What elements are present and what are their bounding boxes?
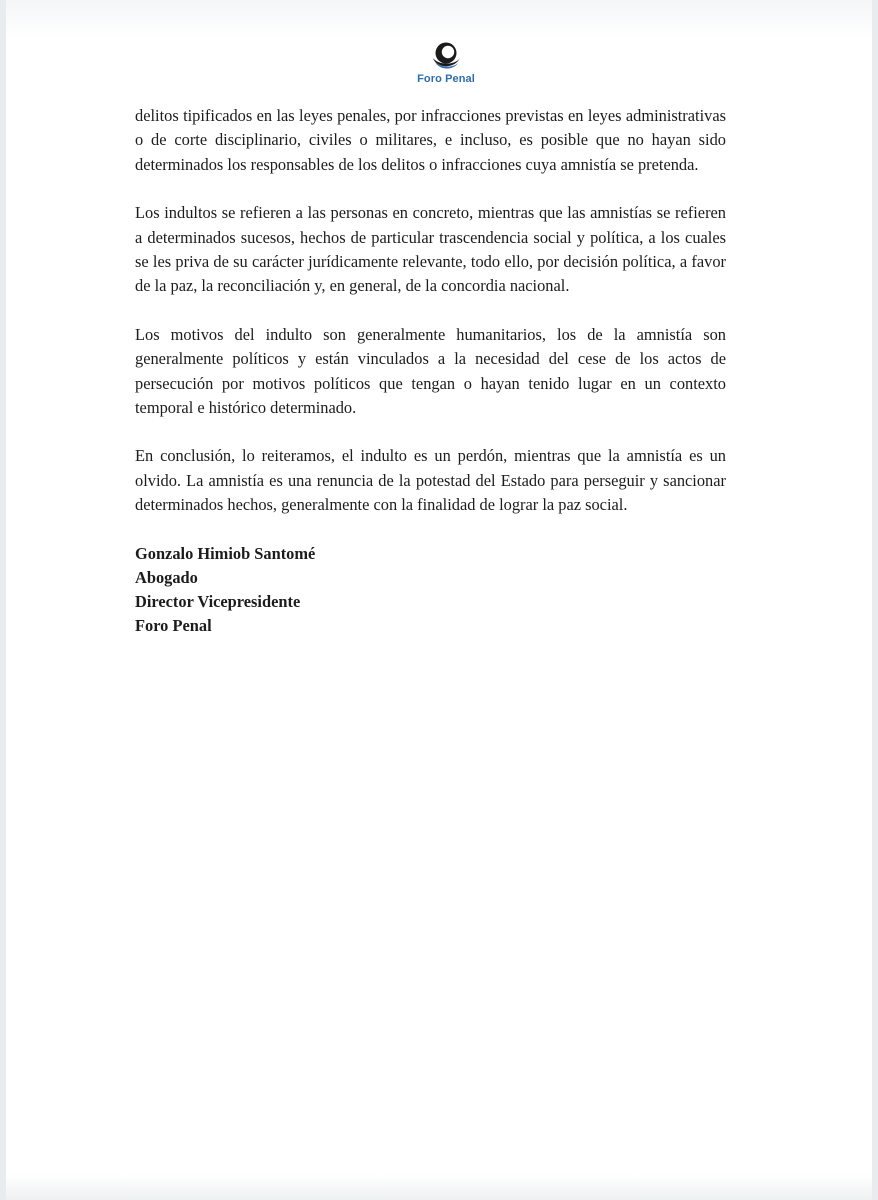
- signature-name: Gonzalo Himiob Santomé: [135, 543, 316, 563]
- signature-profession: Abogado: [135, 567, 198, 587]
- foro-penal-logo: [413, 40, 479, 85]
- paragraph-motives: Los motivos del indulto son generalmente humanitarios, los de la amnistía son generalmente políticos y están vinculados a la necesidad del cese de los actos de persecución por motivos políticos que tengan o hayan tenido lugar en un contexto temporal e histórico determinado.: [135, 324, 726, 418]
- paragraph-pardons-vs-amnesty: Los indultos se refieren a las personas en concreto, mientras que las amnistías se refieren a determinados sucesos, hechos de particular trascendencia social y política, a los cuales se les priva de su carácter jurídicamente relevante, todo ello, por decisión política, a favor de la paz, la reconciliación y, en general, de la concordia nacional.: [135, 203, 726, 296]
- paragraph-amnesty-scope: delitos tipificados en las leyes penales, por infracciones previstas en leyes administrativas o de corte disciplinario, civiles o militares, e incluso, es posible que no hayan sido determinados los responsables de los delitos o infracciones cuya amnistía se pretenda.: [135, 106, 726, 174]
- signature-block: [135, 542, 726, 638]
- letter-body: [135, 104, 726, 638]
- paragraph-conclusion: En conclusión, lo reiteramos, el indulto es un perdón, mientras que la amnistía es un olvido. La amnistía es una renuncia de la potestad del Estado para perseguir y sancionar determinados hechos, generalmente con la finalidad de lograr la paz social.: [135, 446, 726, 515]
- logo-text: Foro Penal: [417, 73, 475, 85]
- signature-title: Director Vicepresidente: [135, 591, 301, 611]
- swirl-logo-icon: [429, 40, 463, 72]
- signature-organization: Foro Penal: [135, 615, 212, 635]
